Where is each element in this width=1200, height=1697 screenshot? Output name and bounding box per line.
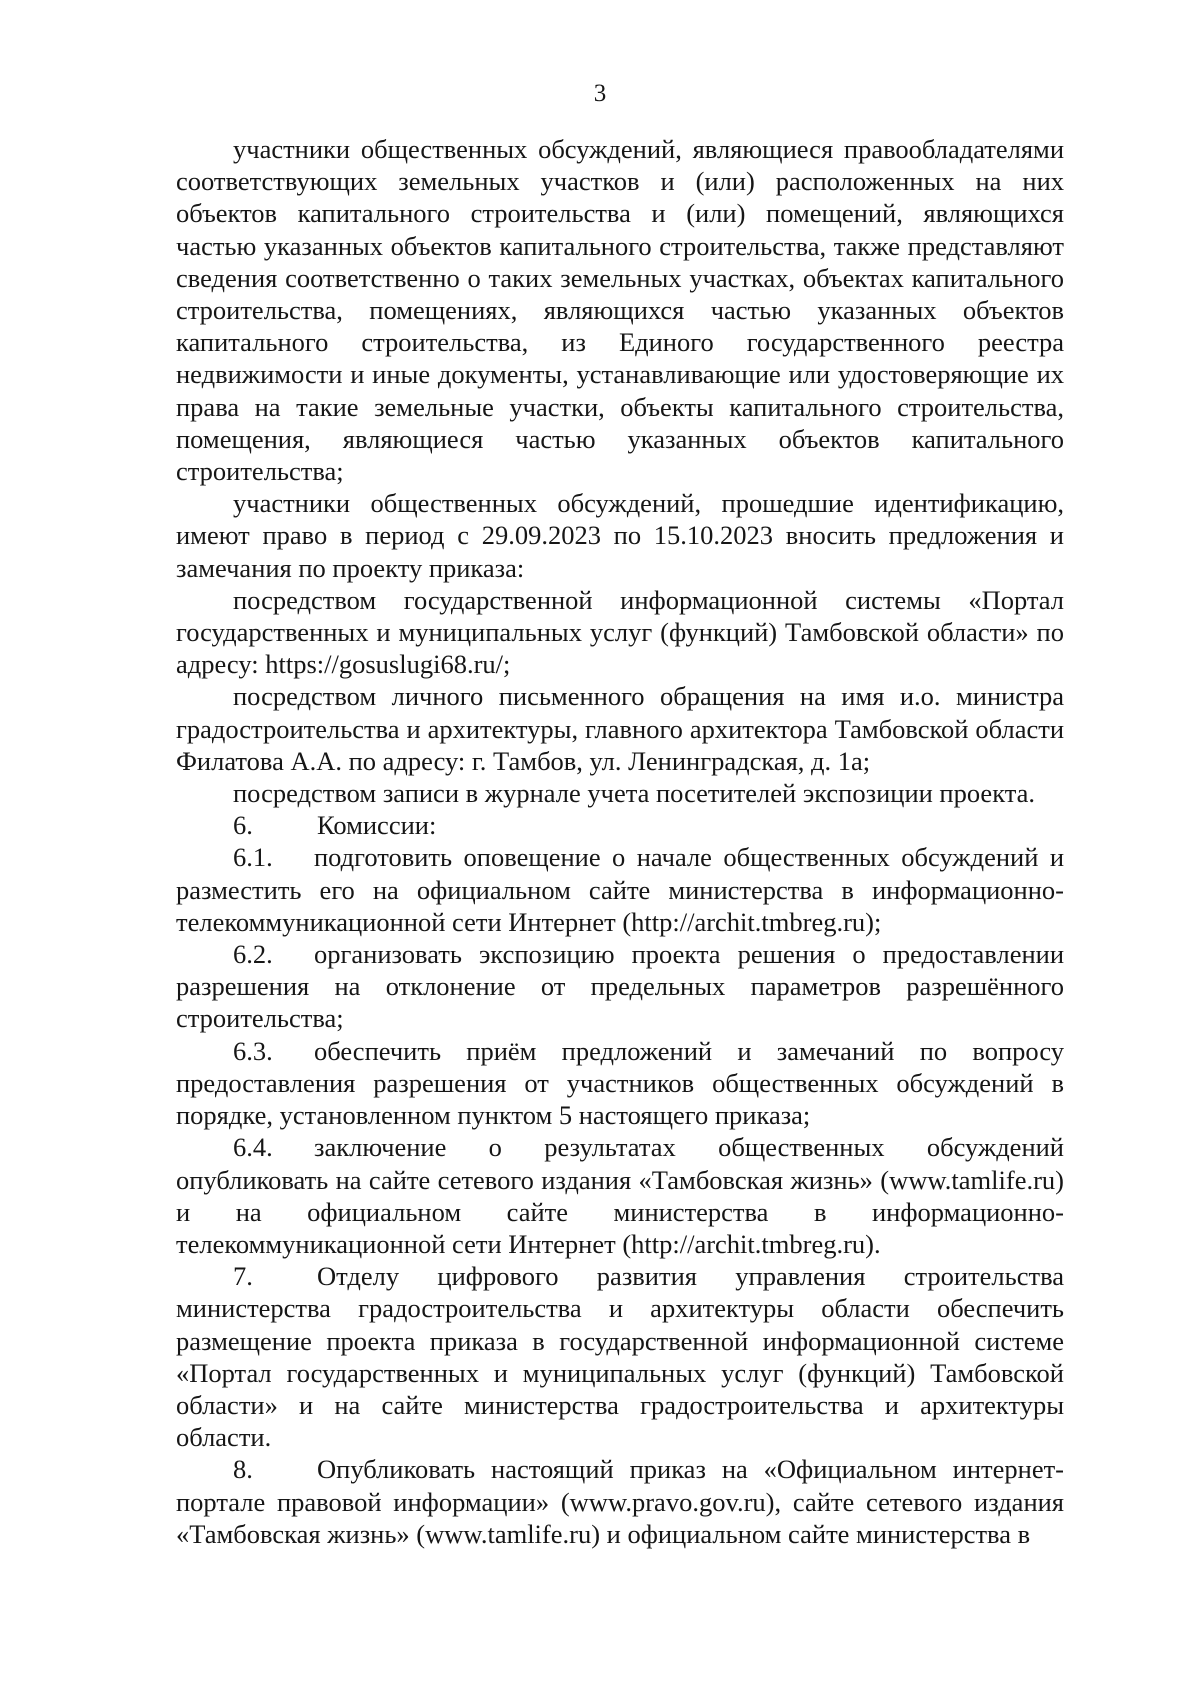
item-text: обеспечить приём предложений и замечаний по вопросу предоставления разрешения от участников общественных обсуждений в порядке, установленном пунктом 5 настоящего приказа; [176,1035,1064,1131]
item-text: Комиссии: [317,810,437,841]
item-text: заключение о результатах общественных обсуждений опубликовать на сайте сетевого издания «Тамбовская жизнь» (www.tamlife.ru) и на официальном сайте министерства в информационно-телекоммуникационной сети Интернет (http://archit.tmbreg.ru). [176,1132,1064,1259]
item-text: подготовить оповещение о начале общественных обсуждений и разместить его на официальном сайте министерства в информационно-телекоммуникационной сети Интернет (http://archit.tmbreg.ru); [176,842,1064,937]
item-6-1 [176,841,1064,938]
item-text: Опубликовать настоящий приказ на «Официальном интернет-портале правовой информации» (www.pravo.gov.ru), сайте сетевого издания «Тамбовская жизнь» (www.tamlife.ru) и официальном сайте министерства в [176,1454,1064,1549]
paragraph-via-letter: посредством личного письменного обращения на имя и.о. министра градостроительства и архитектуры, главного архитектора Тамбовской области Филатова А.А. по адресу: г. Тамбов, ул. Ленинградская, д. 1а; [176,681,1064,776]
paragraph-identified-participants: участники общественных обсуждений, прошедшие идентификацию, имеют право в период с 29.09.2023 по 15.10.2023 вносить предложения и замечания по проекту приказа: [176,488,1064,583]
document-body [176,133,1064,1550]
paragraph-via-portal: посредством государственной информационной системы «Портал государственных и муниципальных услуг (функций) Тамбовской области» по адресу: https://gosuslugi68.ru/; [176,584,1064,680]
item-number: 6. [233,810,253,841]
item-number: 6.4. [233,1132,273,1163]
paragraph-rights-holders: участники общественных обсуждений, являющиеся правообладателями соответствующих земельных участков и (или) расположенных на них объектов капитального строительства и (или) помещений, являющихся частью указанных объектов капитального строительства, также представляют сведения соответственно о таких земельных участках, объектах капитального строительства, помещениях, являющихся частью указанных объектов капитального строительства, из Единого государственного реестра недвижимости и иные документы, устанавливающие или удостоверяющие их права на такие земельные участки, объекты капитального строительства, помещения, являющиеся частью указанных объектов капитального строительства; [176,134,1064,487]
item-number: 6.3. [233,1035,273,1066]
page-number: 3 [593,80,607,107]
item-6-2 [176,938,1064,1035]
item-8 [176,1453,1064,1550]
item-number: 6.2. [233,939,273,970]
paragraph-via-journal: посредством записи в журнале учета посетителей экспозиции проекта. [233,778,1036,809]
item-number: 8. [233,1454,253,1485]
item-text: организовать экспозицию проекта решения о предоставлении разрешения на отклонение от предельных параметров разрешённого строительства; [176,939,1064,1034]
item-number: 6.1. [233,842,273,873]
item-7 [176,1260,1064,1453]
item-6-3 [176,1035,1064,1132]
item-6 [176,809,1064,841]
item-text: Отделу цифрового развития управления строительства министерства градостроительства и архитектуры области обеспечить размещение проекта приказа в государственной информационной системе «Портал государственных и муниципальных услуг (функций) Тамбовской области» и на сайте министерства градостроительства и архитектуры области. [176,1261,1064,1453]
item-number: 7. [233,1261,253,1292]
item-6-4 [176,1131,1064,1260]
